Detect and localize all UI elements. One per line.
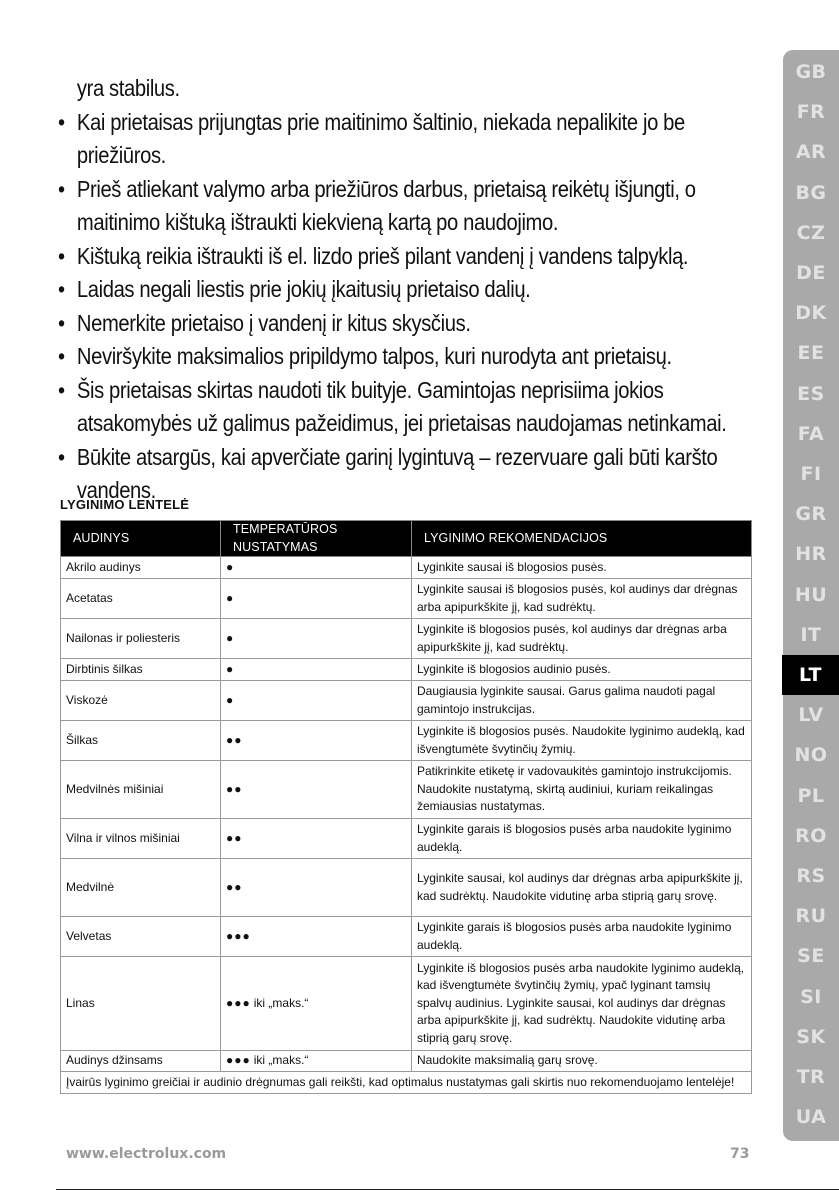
temperature-cell	[221, 859, 412, 917]
table-row	[61, 557, 752, 579]
bullet-line: • Neviršykite maksimalios pripildymo talpos, kuri nurodyta ant prietaisų.	[76, 343, 672, 369]
page-number: 73	[730, 1146, 750, 1162]
footnote-row	[61, 1071, 752, 1094]
fabric-cell: Vilna ir vilnos mišiniai	[61, 819, 221, 859]
section-title: LYGINIMO LENTELĖ	[60, 497, 190, 512]
recommendation-cell: Lyginkite sausai iš blogosios pusės.	[412, 557, 752, 579]
table-footnote: Įvairūs lyginimo greičiai ir audinio drėgnumas gali reikšti, kad optimalus nustatymas gali skirtis nuo rekomenduojamo lentelėje!	[61, 1071, 752, 1094]
temperature-dots: ●●	[226, 732, 243, 747]
fabric-cell: Dirbtinis šilkas	[61, 659, 221, 681]
fabric-cell: Audinys džinsams	[61, 1051, 221, 1072]
bullet-item	[58, 173, 758, 240]
temperature-dots: ●●●	[226, 995, 251, 1010]
bullet-line: atsakomybės už galimus pažeidimus, jei prietaisas naudojamas netinkamai.	[76, 410, 727, 436]
temperature-cell	[221, 721, 412, 761]
temperature-dots: ●●	[226, 830, 243, 845]
fabric-cell: Viskozė	[61, 681, 221, 721]
temperature-dots: ●	[226, 661, 235, 676]
language-tab-de[interactable]: DE	[796, 262, 826, 284]
temperature-cell	[221, 659, 412, 681]
language-tab-hu[interactable]: HU	[794, 583, 828, 606]
language-tab-ru[interactable]: RU	[795, 905, 827, 928]
recommendation-cell: Lyginkite sausai iš blogosios pusės, kol audinys dar drėgnas arba apipurkškite jį, kad sudrėktų.	[412, 579, 752, 619]
temperature-cell	[221, 681, 412, 721]
safety-bullets	[58, 72, 758, 508]
bullet-line: • Nemerkite prietaiso į vandenį ir kitus skysčius.	[76, 309, 471, 336]
fabric-cell: Velvetas	[61, 917, 221, 957]
table-row	[61, 579, 752, 619]
language-tab-ua[interactable]: UA	[795, 1106, 827, 1129]
fabric-cell: Nailonas ir poliesteris	[61, 619, 221, 659]
bullet-line: • Prieš atliekant valymo arba priežiūros darbus, prietaisą reikėtų išjungti, o	[76, 175, 696, 202]
language-tab-rs[interactable]: RS	[796, 865, 826, 887]
fabric-cell: Acetatas	[61, 579, 221, 619]
table-row	[61, 859, 752, 917]
header-recommendations: LYGINIMO REKOMENDACIJOS	[412, 521, 752, 557]
language-tab-tr[interactable]: TR	[796, 1066, 826, 1088]
table-row	[61, 659, 752, 681]
language-tab-fi[interactable]: FI	[800, 463, 822, 485]
table-row	[61, 917, 752, 957]
recommendation-cell: Lyginkite iš blogosios pusės arba naudokite lyginimo audeklą, kad išvengtumėte švytinčių žymių, ypač lyginant tamsių spalvų audinius. Lyginkite sausai, kol audinys dar drėgnas arba apipurkškite jį, kad sudrėktų. Naudokite vidutinę arba stiprią garų srovę.	[412, 957, 752, 1051]
temperature-max-label: iki „maks.“	[253, 995, 309, 1010]
bullet-line: maitinimo kištuką ištraukti kiekvieną kartą po naudojimo.	[76, 209, 559, 235]
bullet-line: • Laidas negali liestis prie jokių įkaitusių prietaiso dalių.	[76, 276, 531, 302]
fabric-cell: Akrilo audinys	[61, 557, 221, 579]
language-tab-no[interactable]: NO	[794, 744, 828, 767]
language-tab-gr[interactable]: GR	[795, 503, 827, 526]
bullet-item	[58, 374, 758, 441]
temperature-cell	[221, 957, 412, 1051]
bullet-item	[58, 340, 758, 374]
language-tab-pl[interactable]: PL	[797, 784, 825, 807]
fabric-cell: Medvilnė	[61, 859, 221, 917]
temperature-cell	[221, 1051, 412, 1072]
temperature-cell	[221, 761, 412, 819]
recommendation-cell: Patikrinkite etiketę ir vadovaukitės gamintojo instrukcijomis. Naudokite nustatymą, skirtą audiniui, kuriam reikalingas žemiausias nustatymas.	[412, 761, 752, 819]
recommendation-cell: Daugiausia lyginkite sausai. Garus galima naudoti pagal gamintojo instrukcijas.	[412, 681, 752, 721]
recommendation-cell: Lyginkite sausai, kol audinys dar drėgnas arba apipurkškite jį, kad sudrėktų. Naudokite vidutinę arba stiprią garų srovę.	[412, 859, 752, 917]
header-temperature: TEMPERATŪROS NUSTATYMAS	[221, 521, 412, 557]
language-tab-it[interactable]: IT	[800, 623, 822, 646]
language-tab-se[interactable]: SE	[797, 945, 825, 968]
language-tab-bg[interactable]: BG	[795, 181, 827, 204]
bullet-line: priežiūros.	[76, 142, 166, 168]
recommendation-cell: Lyginkite garais iš blogosios pusės arba naudokite lyginimo audeklą.	[412, 917, 752, 957]
language-tab-hr[interactable]: HR	[795, 543, 827, 566]
bullet-item	[58, 240, 758, 274]
language-sidebar	[783, 50, 839, 1141]
bullet-line: • Būkite atsargūs, kai apverčiate garinį lygintuvą – rezervuare gali būti karšto vandens.	[76, 443, 718, 503]
table-row	[61, 957, 752, 1051]
table-body	[61, 557, 752, 1094]
language-tab-es[interactable]: ES	[797, 382, 825, 405]
bullet-item	[58, 106, 758, 173]
language-tab-ee[interactable]: EE	[797, 342, 825, 365]
bullet-line: • Kai prietaisas prijungtas prie maitinimo šaltinio, niekada nepalikite jo be	[76, 108, 685, 135]
table-row	[61, 681, 752, 721]
temperature-cell	[221, 619, 412, 659]
language-tab-fa[interactable]: FA	[797, 422, 825, 445]
temperature-cell	[221, 917, 412, 957]
fabric-cell: Linas	[61, 957, 221, 1051]
table-row	[61, 761, 752, 819]
bullet-item	[58, 273, 758, 307]
recommendation-cell: Naudokite maksimalią garų srovę.	[412, 1051, 752, 1072]
language-tab-sk[interactable]: SK	[796, 1025, 826, 1048]
temperature-dots: ●●●	[226, 928, 251, 943]
table-row	[61, 819, 752, 859]
language-tab-cz[interactable]: CZ	[796, 221, 826, 244]
bullet-line: • Kištuką reikia ištraukti iš el. lizdo prieš pilant vandenį į vandens talpyklą.	[76, 242, 689, 269]
language-tab-si[interactable]: SI	[800, 985, 822, 1008]
recommendation-cell: Lyginkite iš blogosios pusės, kol audinys dar drėgnas arba apipurkškite jį, kad sudrėktų.	[412, 619, 752, 659]
language-tab-lv[interactable]: LV	[798, 704, 824, 727]
temperature-dots: ●	[226, 590, 235, 605]
temperature-cell	[221, 819, 412, 859]
recommendation-cell: Lyginkite garais iš blogosios pusės arba naudokite lyginimo audeklą.	[412, 819, 752, 859]
temperature-cell	[221, 557, 412, 579]
temperature-dots: ●●●	[226, 1053, 251, 1068]
fabric-cell: Šilkas	[61, 721, 221, 761]
footer-url: www.electrolux.com	[66, 1146, 227, 1162]
language-tab-ar[interactable]: AR	[795, 141, 827, 164]
bullet-list	[58, 106, 758, 508]
recommendation-cell: Lyginkite iš blogosios audinio pusės.	[412, 659, 752, 681]
ironing-table	[60, 520, 752, 1094]
temperature-dots: ●●	[226, 781, 243, 796]
continuation-line: yra stabilus.	[76, 75, 180, 101]
footer-divider	[56, 1189, 839, 1190]
table-row	[61, 721, 752, 761]
temperature-dots: ●	[226, 692, 235, 707]
temperature-dots: ●	[226, 630, 235, 645]
recommendation-cell: Lyginkite iš blogosios pusės. Naudokite lyginimo audeklą, kad išvengtumėte švytinčių žymių.	[412, 721, 752, 761]
fabric-cell: Medvilnės mišiniai	[61, 761, 221, 819]
header-fabric: AUDINYS	[61, 521, 221, 557]
table-header-row	[61, 521, 752, 557]
language-tab-dk[interactable]: DK	[795, 302, 827, 325]
temperature-dots: ●●	[226, 879, 243, 894]
temperature-dots: ●	[226, 559, 235, 574]
bullet-line: • Šis prietaisas skirtas naudoti tik buityje. Gamintojas neprisiima jokios	[76, 376, 664, 403]
language-tab-lt[interactable]: LT	[782, 655, 839, 695]
temperature-max-label: iki „maks.“	[253, 1053, 309, 1068]
language-tab-gb[interactable]: GB	[795, 61, 827, 83]
table-row	[61, 619, 752, 659]
language-tab-fr[interactable]: FR	[796, 101, 826, 124]
temperature-cell	[221, 579, 412, 619]
language-tab-ro[interactable]: RO	[795, 824, 827, 847]
bullet-item	[58, 307, 758, 341]
table-row	[61, 1051, 752, 1072]
